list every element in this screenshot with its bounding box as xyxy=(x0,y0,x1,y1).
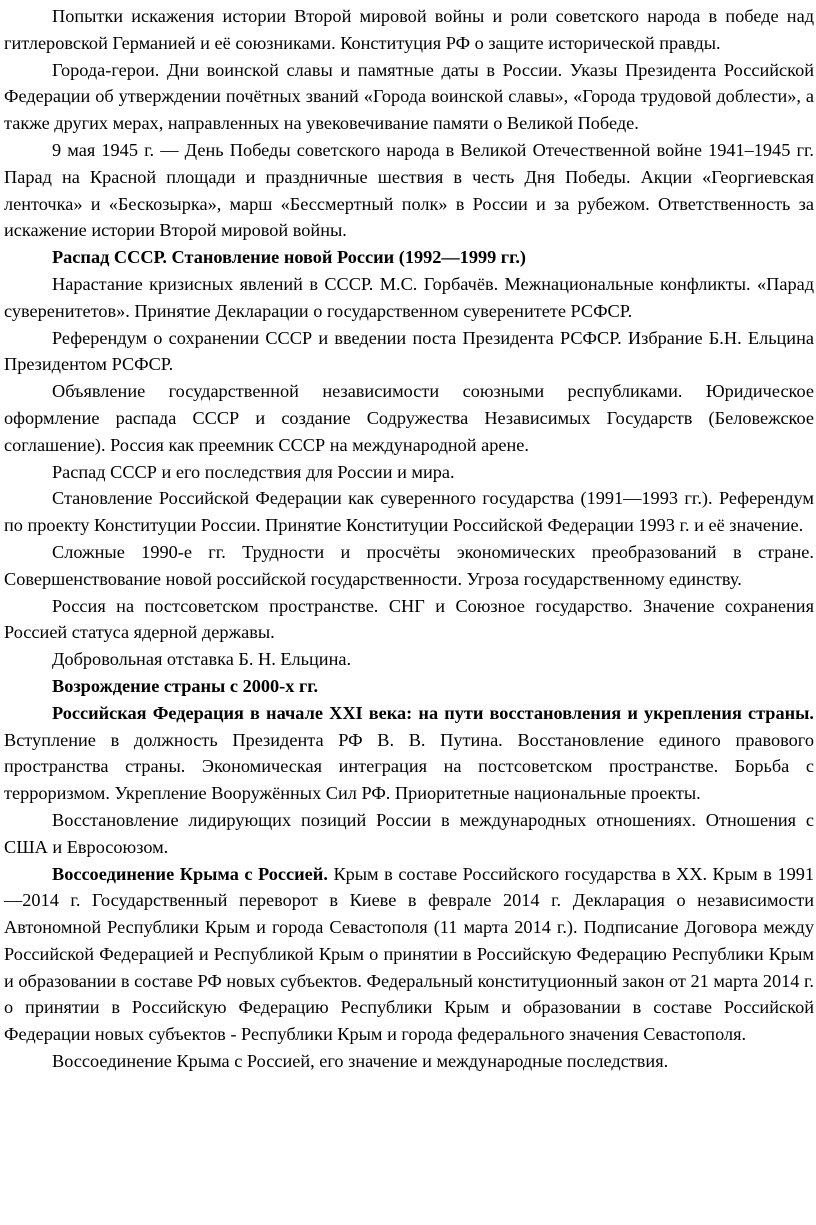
section-heading-ussr-collapse xyxy=(4,244,814,271)
paragraph-crisis-phenomena xyxy=(4,271,814,325)
paragraph-text: Вступление в должность Президента РФ В. В. Путина. Восстановление единого правового пространства страны. Экономическая интеграция на постсоветском пространстве. Борьба с терроризмом. Укрепление Вооружённых Сил РФ. Приоритетные национальные проекты. xyxy=(4,729,814,804)
paragraph-text: Нарастание кризисных явлений в СССР. М.С. Горбачёв. Межнациональные конфликты. «Парад суверенитетов». Принятие Декларации о государственном суверенитете РСФСР. xyxy=(4,273,814,321)
paragraph-text: Референдум о сохранении СССР и введении поста Президента РСФСР. Избрание Б.Н. Ельцина Президентом РСФСР. xyxy=(4,327,814,375)
paragraph-text: Добровольная отставка Б. Н. Ельцина. xyxy=(52,649,352,670)
paragraph-text: Россия на постсоветском пространстве. СНГ и Союзное государство. Значение сохранения Россией статуса ядерной державы. xyxy=(4,595,814,643)
paragraph-rf-21st-century xyxy=(4,700,814,807)
paragraph-lead-bold: Воссоединение Крыма с Россией. xyxy=(52,863,328,884)
paragraph-text: Крым в составе Российского государства в XX. Крым в 1991—2014 г. Государственный переворот в Киеве в феврале 2014 г. Декларация о независимости Автономной Республики Крым и города Севастополя (11 марта 2014 г.). Подписание Договора между Российской Федерацией и Республикой Крым о принятии в Российскую Федерацию Республики Крым и образовании в составе РФ новых субъектов. Федеральный конституционный закон от 21 марта 2014 г. о принятии в Российскую Федерацию Республики Крым и образовании в составе Российской Федерации новых субъектов - Республики Крым и города федерального значения Севастополя. xyxy=(4,863,814,1045)
paragraph-text: Становление Российской Федерации как суверенного государства (1991—1993 гг.). Референдум по проекту Конституции России. Принятие Конституции Российской Федерации 1993 г. и её значение. xyxy=(4,488,814,536)
paragraph-yeltsin-resignation xyxy=(4,646,814,673)
section-heading-revival xyxy=(4,673,814,700)
heading-text: Распад СССР. Становление новой России (1992—1999 гг.) xyxy=(52,247,527,268)
paragraph-crimea-reunification xyxy=(4,861,814,1049)
paragraph-wwii-history-distortion xyxy=(4,3,814,57)
paragraph-collapse-consequences xyxy=(4,459,814,486)
paragraph-international-relations xyxy=(4,807,814,861)
paragraph-independence-declaration xyxy=(4,378,814,458)
paragraph-lead-bold: Российская Федерация в начале XXI века: на пути восстановления и укрепления страны. xyxy=(52,702,814,723)
paragraph-text: Воссоединение Крыма с Россией, его значение и международные последствия. xyxy=(52,1051,669,1072)
paragraph-text: Попытки искажения истории Второй мировой войны и роли советского народа в победе над гитлеровской Германией и её союзниками. Конституция РФ о защите исторической правды. xyxy=(4,6,814,53)
paragraph-text: Города-герои. Дни воинской славы и памятные даты в России. Указы Президента Российской Федерации об утверждении почётных званий «Города воинской славы», «Города трудовой доблести», а также других мерах, направленных на увековечивание памяти о Великой Победе. xyxy=(4,59,814,134)
paragraph-text: Объявление государственной независимости союзными республиками. Юридическое оформление распада СССР и создание Содружества Независимых Государств (Беловежское соглашение). Россия как преемник СССР на международной арене. xyxy=(4,381,814,455)
paragraph-text: Распад СССР и его последствия для России и мира. xyxy=(52,461,455,482)
paragraph-text: 9 мая 1945 г. — День Победы советского народа в Великой Отечественной войне 1941–1945 гг. Парад на Красной площади и праздничные шествия в честь Дня Победы. Акции «Георгиевская ленточка» и «Бескозырка», марш «Бессмертный полк» в России и за рубежом. Ответственность за искажение истории Второй мировой войны. xyxy=(4,139,814,241)
paragraph-victory-day xyxy=(4,137,814,244)
paragraph-difficult-1990s xyxy=(4,539,814,593)
paragraph-federation-formation xyxy=(4,485,814,539)
paragraph-hero-cities xyxy=(4,57,814,137)
paragraph-post-soviet-space xyxy=(4,593,814,647)
paragraph-text: Сложные 1990-е гг. Трудности и просчёты экономических преобразований в стране. Совершенствование новой российской государственности. Угроза государственному единству. xyxy=(4,541,814,589)
heading-text: Возрождение страны с 2000-х гг. xyxy=(52,675,319,696)
paragraph-text: Восстановление лидирующих позиций России в международных отношениях. Отношения с США и Евросоюзом. xyxy=(4,809,814,857)
paragraph-crimea-significance xyxy=(4,1048,814,1075)
paragraph-referendum xyxy=(4,325,814,379)
